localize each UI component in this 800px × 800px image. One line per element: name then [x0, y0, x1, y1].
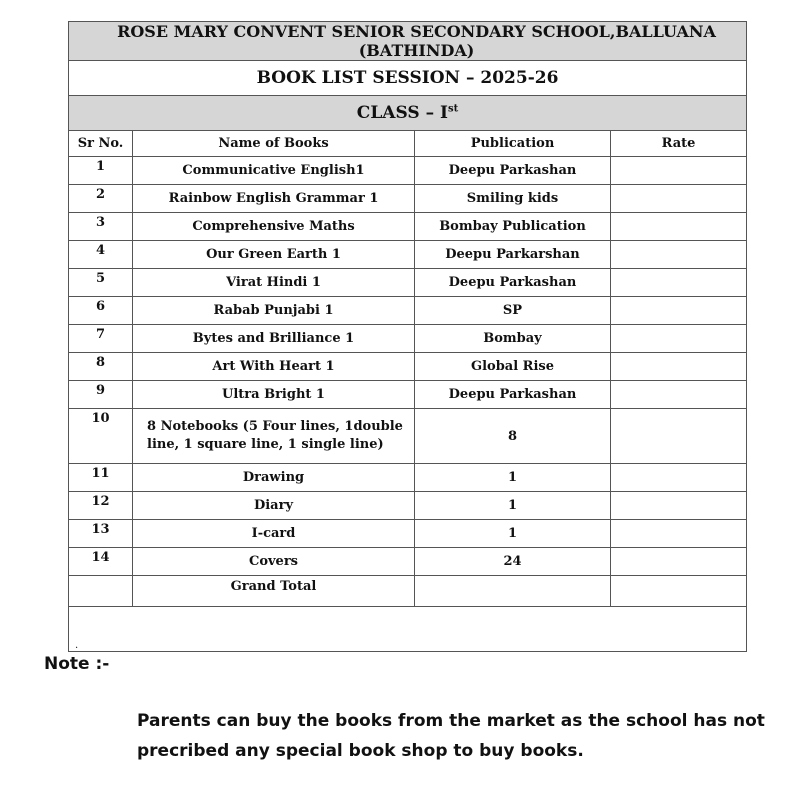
table-row — [69, 492, 747, 520]
table-row — [69, 213, 747, 241]
row-rate — [611, 213, 747, 241]
row-sr: 5 — [69, 269, 133, 297]
table-row — [69, 409, 747, 464]
row-book-name: Diary — [133, 492, 415, 520]
school-name — [69, 22, 747, 61]
grand-total-label: Grand Total — [133, 576, 415, 607]
row-book-name: Drawing — [133, 464, 415, 492]
row-publication: 1 — [415, 520, 611, 548]
table-row — [69, 381, 747, 409]
row-book-name: Ultra Bright 1 — [133, 381, 415, 409]
row-rate — [611, 241, 747, 269]
row-sr: 2 — [69, 185, 133, 213]
table-row — [69, 548, 747, 576]
book-list-sheet — [68, 21, 746, 652]
row-sr: 10 — [69, 409, 133, 464]
blank-cell: . — [69, 607, 747, 652]
header-publication: Publication — [415, 131, 611, 157]
class-title-suffix: st — [447, 103, 459, 115]
table-row — [69, 269, 747, 297]
table-row — [69, 241, 747, 269]
row-sr: 6 — [69, 297, 133, 325]
row-rate — [611, 353, 747, 381]
session-title: BOOK LIST SESSION – 2025-26 — [69, 61, 747, 96]
row-rate — [611, 185, 747, 213]
note-label: Note :- — [44, 654, 110, 674]
row-rate — [611, 297, 747, 325]
row-sr: 9 — [69, 381, 133, 409]
row-publication: Deepu Parkashan — [415, 157, 611, 185]
table-header — [69, 131, 747, 157]
row-sr: 4 — [69, 241, 133, 269]
row-rate — [611, 381, 747, 409]
row-book-name: Our Green Earth 1 — [133, 241, 415, 269]
row-book-name: I-card — [133, 520, 415, 548]
row-publication: Bombay — [415, 325, 611, 353]
row-rate — [611, 492, 747, 520]
row-publication: Deepu Parkarshan — [415, 241, 611, 269]
row-book-name: Virat Hindi 1 — [133, 269, 415, 297]
school-name-text: ROSE MARY CONVENT SENIOR SECONDARY SCHOOL,BALLUANA (BATHINDA) — [117, 22, 716, 60]
row-publication: Global Rise — [415, 353, 611, 381]
grand-total-publication — [415, 576, 611, 607]
row-sr: 12 — [69, 492, 133, 520]
header-rate: Rate — [611, 131, 747, 157]
row-book-name: Bytes and Brilliance 1 — [133, 325, 415, 353]
table-row — [69, 157, 747, 185]
row-rate — [611, 269, 747, 297]
row-sr: 3 — [69, 213, 133, 241]
table-row — [69, 185, 747, 213]
row-rate — [611, 325, 747, 353]
book-rows — [69, 157, 747, 576]
row-publication: 1 — [415, 492, 611, 520]
row-book-name: 8 Notebooks (5 Four lines, 1double line, 1 square line, 1 single line) — [133, 409, 415, 464]
blank-row — [69, 607, 747, 652]
session-row — [69, 61, 747, 96]
row-sr: 8 — [69, 353, 133, 381]
row-rate — [611, 157, 747, 185]
row-publication: Smiling kids — [415, 185, 611, 213]
row-book-name: Art With Heart 1 — [133, 353, 415, 381]
row-publication: 1 — [415, 464, 611, 492]
class-title-text: CLASS – I — [356, 103, 448, 123]
row-book-name: Rainbow English Grammar 1 — [133, 185, 415, 213]
row-book-name: Communicative English1 — [133, 157, 415, 185]
row-book-name: Comprehensive Maths — [133, 213, 415, 241]
book-list-table — [68, 21, 747, 652]
row-publication: 24 — [415, 548, 611, 576]
row-rate — [611, 520, 747, 548]
row-sr: 7 — [69, 325, 133, 353]
table-row — [69, 353, 747, 381]
row-publication: Deepu Parkashan — [415, 269, 611, 297]
row-publication: SP — [415, 297, 611, 325]
header-name: Name of Books — [133, 131, 415, 157]
grand-total-sr — [69, 576, 133, 607]
row-rate — [611, 548, 747, 576]
table-row — [69, 464, 747, 492]
school-name-row — [69, 22, 747, 61]
row-publication: Bombay Publication — [415, 213, 611, 241]
row-book-name: Rabab Punjabi 1 — [133, 297, 415, 325]
table-row — [69, 297, 747, 325]
row-rate — [611, 409, 747, 464]
class-row — [69, 96, 747, 131]
row-publication: Deepu Parkashan — [415, 381, 611, 409]
class-title — [69, 96, 747, 131]
table-row — [69, 325, 747, 353]
row-sr: 14 — [69, 548, 133, 576]
header-sr: Sr No. — [69, 131, 133, 157]
row-sr: 11 — [69, 464, 133, 492]
row-sr: 1 — [69, 157, 133, 185]
note-text: Parents can buy the books from the market as the school has not precribed any special book shop to buy books. — [137, 711, 765, 761]
row-rate — [611, 464, 747, 492]
row-book-name: Covers — [133, 548, 415, 576]
row-publication: 8 — [415, 409, 611, 464]
row-sr: 13 — [69, 520, 133, 548]
table-row — [69, 520, 747, 548]
grand-total-row — [69, 576, 747, 607]
grand-total-rate — [611, 576, 747, 607]
